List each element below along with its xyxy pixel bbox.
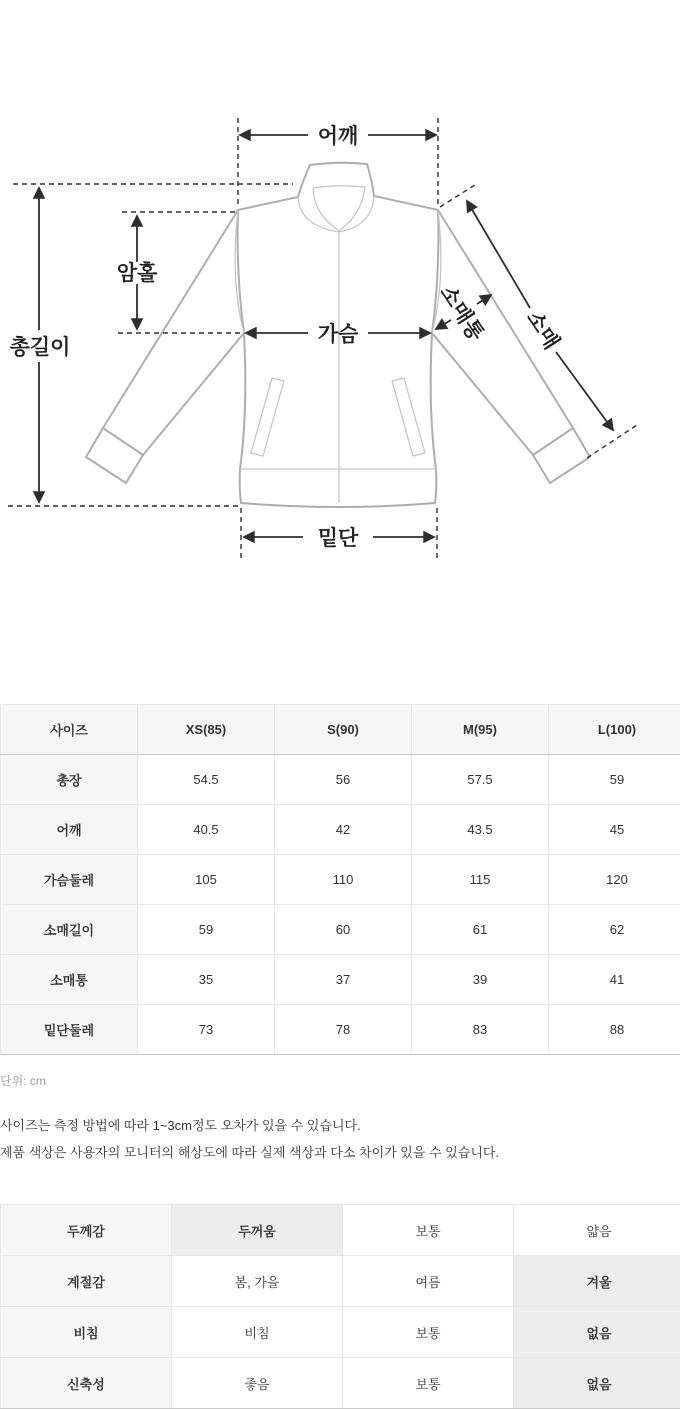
notes [0,1112,680,1166]
size-value: 45 [549,805,680,855]
size-table-header: 사이즈 [1,705,138,755]
size-value: 59 [138,905,275,955]
size-value: 110 [275,855,412,905]
attr-option: 여름 [343,1256,514,1307]
jacket-measurement-diagram [0,0,680,704]
size-table-header: S(90) [275,705,412,755]
attr-option-selected: 없음 [514,1358,680,1409]
row-label: 어깨 [1,805,138,855]
table-row [1,755,680,805]
size-value: 105 [138,855,275,905]
size-value: 40.5 [138,805,275,855]
size-value: 59 [549,755,680,805]
size-table-header: L(100) [549,705,680,755]
fabric-attribute-table [0,1204,680,1409]
row-label: 비침 [1,1307,172,1358]
measure-label-sleeve-width: 소매통 [435,281,489,346]
size-value: 61 [412,905,549,955]
attr-option: 봄, 가을 [172,1256,343,1307]
measure-label-sleeve: 소매 [522,306,564,353]
size-value: 56 [275,755,412,805]
table-row [1,905,680,955]
size-table [0,704,680,1055]
row-label: 소매길이 [1,905,138,955]
measure-labels [10,124,565,550]
size-value: 83 [412,1005,549,1055]
size-value: 54.5 [138,755,275,805]
row-label: 소매통 [1,955,138,1005]
size-value: 120 [549,855,680,905]
row-label: 밑단둘레 [1,1005,138,1055]
jacket-diagram-svg [0,0,680,704]
size-value: 37 [275,955,412,1005]
measure-label-total-length: 총길이 [10,335,71,359]
attr-option: 얇음 [514,1205,680,1256]
attr-option-selected: 두꺼움 [172,1205,343,1256]
size-value: 42 [275,805,412,855]
size-value: 43.5 [412,805,549,855]
size-value: 88 [549,1005,680,1055]
size-value: 115 [412,855,549,905]
row-label: 두께감 [1,1205,172,1256]
table-row [1,805,680,855]
size-table-header: M(95) [412,705,549,755]
attr-option: 비침 [172,1307,343,1358]
size-value: 57.5 [412,755,549,805]
table-row [1,855,680,905]
table-row [1,1256,680,1307]
size-value: 39 [412,955,549,1005]
table-row [1,955,680,1005]
measure-label-chest: 가슴 [318,322,359,346]
table-row [1,1205,680,1256]
size-value: 35 [138,955,275,1005]
row-label: 가슴둘레 [1,855,138,905]
attr-option: 보통 [343,1205,514,1256]
measure-label-shoulder: 어깨 [318,124,359,148]
measure-label-armhole: 암홀 [117,261,158,285]
row-label: 총장 [1,755,138,805]
size-value: 62 [549,905,680,955]
size-value: 73 [138,1005,275,1055]
attr-option: 좋음 [172,1358,343,1409]
attr-option: 보통 [343,1358,514,1409]
size-value: 41 [549,955,680,1005]
note-size-tolerance: 사이즈는 측정 방법에 따라 1~3cm정도 오차가 있을 수 있습니다. [0,1112,680,1139]
size-table-header: XS(85) [138,705,275,755]
table-row [1,1358,680,1409]
unit-note: 단위: cm [0,1074,680,1088]
note-color-difference: 제품 색상은 사용자의 모니터의 해상도에 따라 실제 색상과 다소 차이가 있을 수 있습니다. [0,1139,680,1166]
size-value: 60 [275,905,412,955]
attr-option-selected: 겨울 [514,1256,680,1307]
attr-option: 보통 [343,1307,514,1358]
row-label: 신축성 [1,1358,172,1409]
table-row [1,1307,680,1358]
row-label: 계절감 [1,1256,172,1307]
size-table-header-row [1,705,680,755]
size-value: 78 [275,1005,412,1055]
table-row [1,1005,680,1055]
measure-label-hem: 밑단 [318,526,359,550]
attr-option-selected: 없음 [514,1307,680,1358]
